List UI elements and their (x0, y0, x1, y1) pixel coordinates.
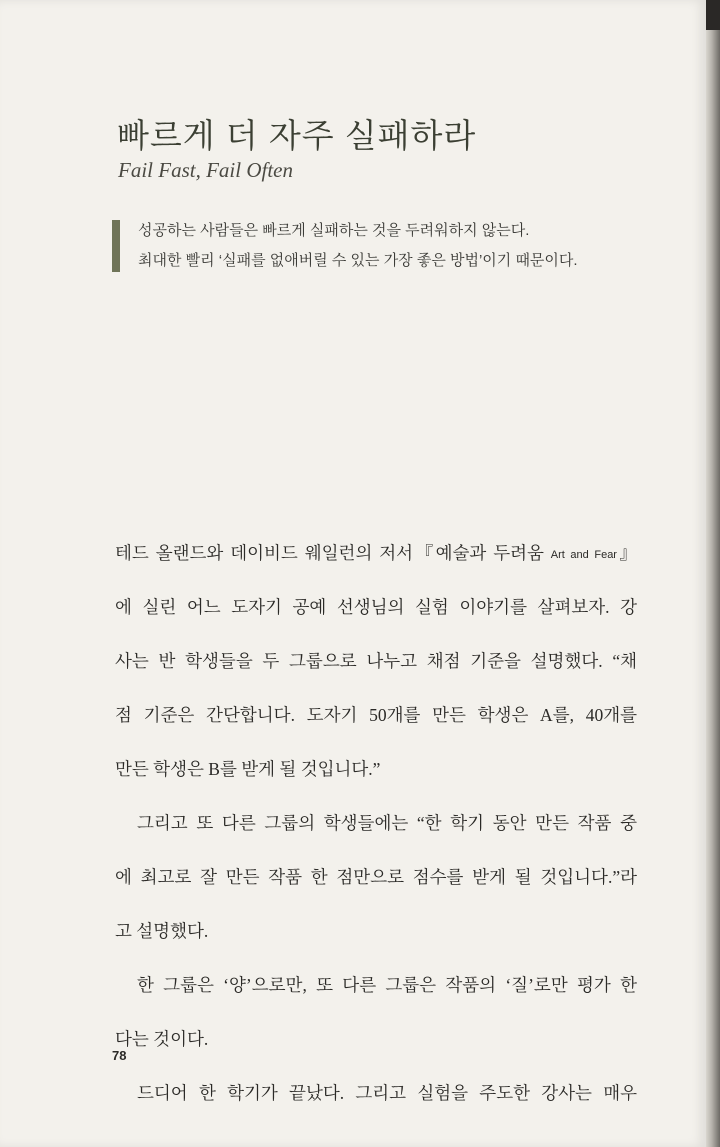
body-text (115, 526, 637, 1120)
chapter-title: 빠르게 더 자주 실패하라 (117, 117, 477, 154)
body-line: 점 기준은 간단합니다. 도자기 50개를 만든 학생은 A를, 40개를 (115, 705, 637, 725)
body-line: 한 그룹은 ‘양’으로만, 또 다른 그룹은 작품의 ‘질’로만 평가 한 (137, 975, 637, 995)
epigraph-quote (138, 216, 658, 276)
body-line: 사는 반 학생들을 두 그룹으로 나누고 채점 기준을 설명했다. “채 (115, 651, 637, 671)
quote-line-2: 최대한 빨리 ‘실패를 없애버릴 수 있는 가장 좋은 방법’이기 때문이다. (138, 252, 578, 269)
body-line (115, 526, 637, 580)
body-line: 에 실린 어느 도자기 공예 선생님의 실험 이야기를 살펴보자. 강 (115, 597, 637, 617)
chapter-subtitle: Fail Fast, Fail Often (118, 158, 293, 182)
quote-line-1: 성공하는 사람들은 빠르게 실패하는 것을 두려워하지 않는다. (138, 222, 530, 239)
page-number: 78 (112, 1048, 127, 1063)
body-line: 다는 것이다. (115, 1029, 209, 1049)
body-text-segment: 테드 올랜드와 데이비드 웨일런의 저서『예술과 두려움 (115, 543, 551, 563)
body-line: 고 설명했다. (115, 921, 209, 941)
body-line: 만든 학생은 B를 받게 될 것입니다.” (115, 759, 381, 779)
book-title-original: Art and Fear (550, 549, 617, 561)
body-line: 에 최고로 잘 만든 작품 한 점만으로 점수를 받게 될 것입니다.”라 (115, 867, 637, 887)
body-line: 드디어 한 학기가 끝났다. 그리고 실험을 주도한 강사는 매우 (137, 1083, 637, 1103)
body-line: 그리고 또 다른 그룹의 학생들에는 “한 학기 동안 만든 작품 중 (137, 813, 637, 833)
page-edge (706, 30, 720, 1147)
quote-bar (112, 220, 120, 272)
body-text-segment: 』 (616, 543, 638, 563)
